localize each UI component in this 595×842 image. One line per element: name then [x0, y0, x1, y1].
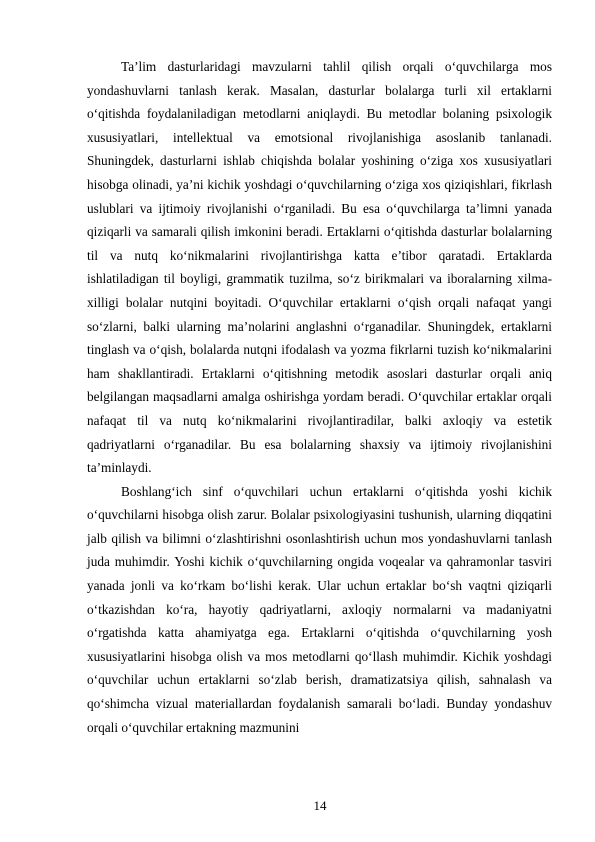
paragraph-1: Ta’lim dasturlaridagi mavzularni tahlil qilish orqali o‘quvchilarga mos yondashuvlarni tanlash kerak. Masalan, dasturlar bolalarga turli xil ertaklarni o‘qitishda foydalaniladigan metodlarni aniqlaydi. Bu metodlar bolaning psixologik xususiyatlari, intellektual va emotsional rivojlanishiga asoslanib tanlanadi. Shuningdek, dasturlarni ishlab chiqishda bolalar yoshining o‘ziga xos xususiyatlari hisobga olinadi, ya’ni kichik yoshdagi o‘quvchilarning o‘ziga xos qiziqishlari, fikrlash uslublari va ijtimoiy rivojlanishi o‘rganiladi. Bu esa o‘quvchilarga ta’limni yanada qiziqarli va samarali qilish imkonini beradi. Ertaklarni o‘qitishda dasturlar bolalarning til va nutq ko‘nikmalarini rivojlantirishga katta e’tibor qaratadi. Ertaklarda ishlatiladigan til boyligi, grammatik tuzilma, so‘z birikmalari va iboralarning xilma-xilligi bolalar nutqini boyitadi. O‘quvchilar ertaklarni o‘qish orqali nafaqat yangi so‘zlarni, balki ularning ma’nolarini anglashni o‘rganadilar. Shuningdek, ertaklarni tinglash va o‘qish, bolalarda nutqni ifodalash va yozma fikrlarni tuzish ko‘nikmalarini ham shakllantiradi. Ertaklarni o‘qitishning metodik asoslari dasturlar orqali aniq belgilangan maqsadlarni amalga oshirishga yordam beradi. O‘quvchilar ertaklar orqali nafaqat til va nutq ko‘nikmalarini rivojlantiradilar, balki axloqiy va estetik qadriyatlarni o‘rganadilar. Bu esa bolalarning shaxsiy va ijtimoiy rivojlanishini ta’minlaydi. — [87, 59, 552, 476]
body-text — [87, 55, 552, 739]
page-number: 14 — [313, 798, 327, 813]
paragraph-2: Boshlang‘ich sinf o‘quvchilari uchun ertaklarni o‘qitishda yoshi kichik o‘quvchilarni hisobga olish zarur. Bolalar psixologiyasini tushunish, ularning diqqatini jalb qilish va bilimni o‘zlashtirishni osonlashtirish uchun mos yondashuvlarni tanlash juda muhimdir. Yoshi kichik o‘quvchilarning ongida voqealar va qahramonlar tasviri yanada jonli va ko‘rkam bo‘lishi kerak. Ular uchun ertaklar bo‘sh vaqtni qiziqarli o‘tkazishdan ko‘ra, hayotiy qadriyatlarni, axloqiy normalarni va madaniyatni o‘rgatishda katta ahamiyatga ega. Ertaklarni o‘qitishda o‘quvchilarning yosh xususiyatlarini hisobga olish va mos metodlarni qo‘llash muhimdir. Kichik yoshdagi o‘quvchilar uchun ertaklarni so‘zlab berish, dramatizatsiya qilish, sahnalash va qo‘shimcha vizual materiallardan foydalanish samarali bo‘ladi. Bunday yondashuv orqali o‘quvchilar ertakning mazmunini — [87, 483, 552, 735]
